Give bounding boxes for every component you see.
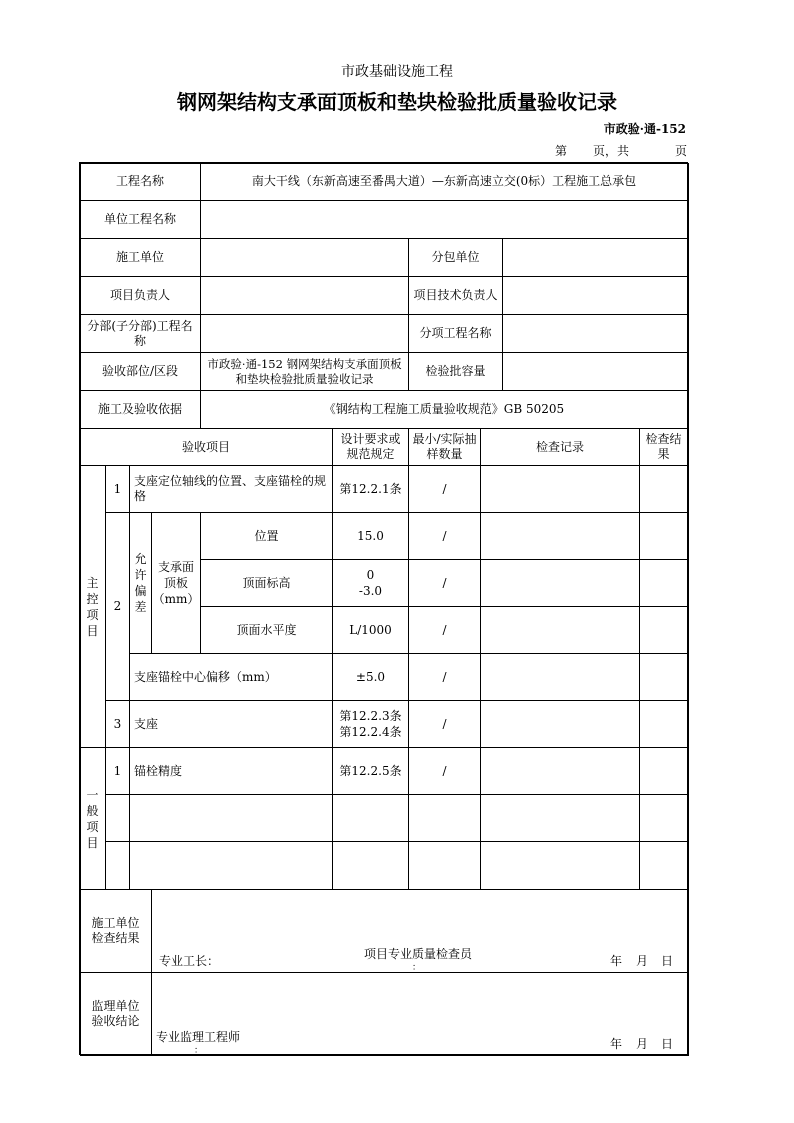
anchor-offset-sample: /	[408, 653, 481, 701]
general-row-1-no: 1	[105, 747, 130, 795]
general-row-1-name: 锚栓精度	[129, 747, 333, 795]
main-row-3-design-line2: 第12.2.4条	[339, 725, 402, 739]
sub-flatness-result[interactable]	[639, 606, 688, 654]
contractor-date-year: 年	[610, 954, 623, 968]
page-ye: 页	[675, 144, 688, 158]
general-row-3-sample[interactable]	[408, 841, 481, 890]
sub-flatness-design: L/1000	[332, 606, 409, 654]
main-row-3-record[interactable]	[480, 700, 640, 748]
sub-division-value[interactable]	[200, 314, 409, 353]
main-row-1-sample: /	[408, 465, 481, 513]
unit-project-label: 单位工程名称	[79, 200, 201, 239]
sub-elevation-result[interactable]	[639, 559, 688, 607]
batch-capacity-value[interactable]	[502, 352, 688, 391]
project-name-value[interactable]: 南大干线（东新高速至番禺大道）—东新高速立交(0标）工程施工总承包	[200, 162, 688, 201]
basis-value[interactable]: 《钢结构工程施工质量验收规范》GB 50205	[200, 390, 688, 429]
main-row-1-result[interactable]	[639, 465, 688, 513]
supervisor-date-year: 年	[610, 1037, 623, 1051]
main-items-group-label: 主控项目	[79, 465, 106, 748]
anchor-offset-name: 支座锚栓中心偏移（mm）	[129, 653, 333, 701]
header-record: 检查记录	[480, 428, 640, 466]
anchor-offset-record[interactable]	[480, 653, 640, 701]
main-row-1-no: 1	[105, 465, 130, 513]
general-row-1-record[interactable]	[480, 747, 640, 795]
sub-position-design: 15.0	[332, 512, 409, 560]
anchor-offset-result[interactable]	[639, 653, 688, 701]
main-row-1-name: 支座定位轴线的位置、支座锚栓的规格	[129, 465, 333, 513]
location-label: 验收部位/区段	[79, 352, 201, 391]
sub-elevation-design	[332, 559, 409, 607]
main-row-3-no: 3	[105, 700, 130, 748]
header-sample: 最小/实际抽样数量	[408, 428, 481, 466]
general-items-group-label: 一般项目	[79, 747, 106, 890]
basis-label: 施工及验收依据	[79, 390, 201, 429]
sub-elevation-record[interactable]	[480, 559, 640, 607]
supervisor-date-month: 月	[636, 1037, 649, 1051]
sub-position-name: 位置	[200, 512, 333, 560]
sub-item-value[interactable]	[502, 314, 688, 353]
general-row-1-sample: /	[408, 747, 481, 795]
sub-division-label: 分部(子分部)工程名称	[79, 314, 201, 353]
subcontractor-label: 分包单位	[408, 238, 503, 277]
project-manager-value[interactable]	[200, 276, 409, 315]
main-row-3-result[interactable]	[639, 700, 688, 748]
location-value[interactable]: 市政验·通-152 钢网架结构支承面顶板和垫块检验批质量验收记录	[200, 352, 409, 391]
page-di: 第	[555, 144, 568, 158]
main-row-3-name: 支座	[129, 700, 333, 748]
general-row-2-result[interactable]	[639, 794, 688, 842]
general-row-3-name[interactable]	[129, 841, 333, 890]
sub-elevation-design-lower: -3.0	[358, 584, 383, 598]
main-row-2-no: 2	[105, 512, 130, 701]
supervisor-engineer-colon: ：	[194, 1046, 204, 1056]
sub-elevation-name: 顶面标高	[200, 559, 333, 607]
supervisor-conclusion-label: 监理单位验收结论	[79, 972, 152, 1055]
form-subtitle: 市政基础设施工程	[341, 64, 453, 80]
supervisor-date-day: 日	[661, 1037, 674, 1051]
header-design: 设计要求或规范规定	[332, 428, 409, 466]
main-row-3-design	[332, 700, 409, 748]
foreman-label: 专业工长：	[159, 954, 220, 968]
sub-position-result[interactable]	[639, 512, 688, 560]
sub-flatness-name: 顶面水平度	[200, 606, 333, 654]
project-manager-label: 项目负责人	[79, 276, 201, 315]
main-row-3-sample: /	[408, 700, 481, 748]
header-item: 验收项目	[79, 428, 333, 466]
tolerance-label: 允许偏差	[129, 512, 152, 654]
general-row-2-no[interactable]	[105, 794, 130, 842]
qc-inspector-colon: ：	[412, 963, 422, 973]
general-row-3-design[interactable]	[332, 841, 409, 890]
main-row-3-design-line1: 第12.2.3条	[339, 709, 402, 723]
main-row-1-record[interactable]	[480, 465, 640, 513]
sub-flatness-sample: /	[408, 606, 481, 654]
contractor-date-day: 日	[661, 954, 674, 968]
general-row-3-no[interactable]	[105, 841, 130, 890]
tech-manager-label: 项目技术负责人	[408, 276, 503, 315]
qc-inspector-label: 项目专业质量检查员	[364, 947, 473, 961]
general-row-3-result[interactable]	[639, 841, 688, 890]
form-code: 市政验·通-152	[603, 122, 686, 136]
supervisor-engineer-label: 专业监理工程师	[156, 1030, 241, 1044]
general-row-2-sample[interactable]	[408, 794, 481, 842]
sub-item-label: 分项工程名称	[408, 314, 503, 353]
anchor-offset-design: ±5.0	[332, 653, 409, 701]
batch-capacity-label: 检验批容量	[408, 352, 503, 391]
header-result: 检查结果	[639, 428, 688, 466]
general-row-1-design: 第12.2.5条	[332, 747, 409, 795]
contractor-value[interactable]	[200, 238, 409, 277]
general-row-3-record[interactable]	[480, 841, 640, 890]
main-row-1-design: 第12.2.1条	[332, 465, 409, 513]
general-row-2-name[interactable]	[129, 794, 333, 842]
sub-elevation-sample: /	[408, 559, 481, 607]
contractor-date-month: 月	[636, 954, 649, 968]
unit-project-value[interactable]	[200, 200, 688, 239]
tech-manager-value[interactable]	[502, 276, 688, 315]
form-title: 钢网架结构支承面顶板和垫块检验批质量验收记录	[177, 90, 617, 114]
contractor-label: 施工单位	[79, 238, 201, 277]
page-ye-gong: 页，共	[593, 144, 630, 158]
sub-position-record[interactable]	[480, 512, 640, 560]
general-row-1-result[interactable]	[639, 747, 688, 795]
sub-elevation-design-upper: 0	[366, 568, 375, 582]
subcontractor-value[interactable]	[502, 238, 688, 277]
contractor-result-label: 施工单位检查结果	[79, 889, 152, 973]
sub-flatness-record[interactable]	[480, 606, 640, 654]
general-row-2-design[interactable]	[332, 794, 409, 842]
sub-position-sample: /	[408, 512, 481, 560]
project-name-label: 工程名称	[79, 162, 201, 201]
support-plate-label: 支承面顶板（mm）	[151, 512, 201, 654]
general-row-2-record[interactable]	[480, 794, 640, 842]
